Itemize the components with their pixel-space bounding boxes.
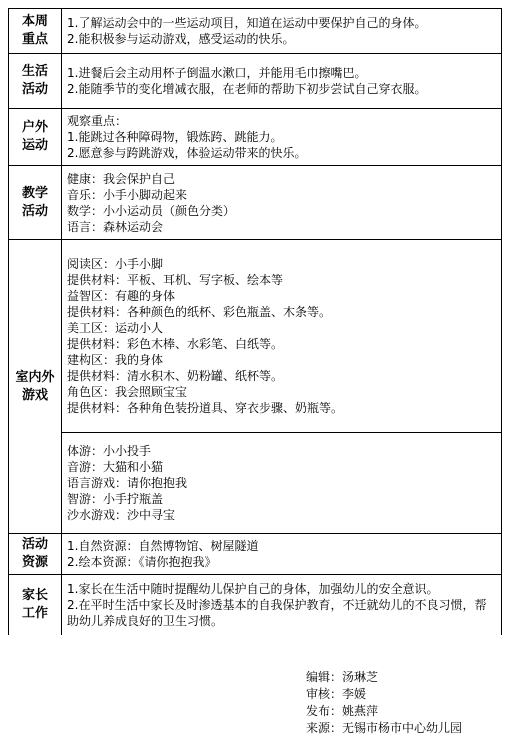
label-line: 教学 (21, 185, 48, 201)
content-line: 提供材料：彩色木棒、水彩笔、白纸等。 (67, 337, 284, 351)
row-content (62, 433, 502, 534)
content-line: 1.自然资源：自然博物馆、树屋隧道 (67, 539, 259, 553)
content-line: 提供材料：各种颜色的纸杯、彩色瓶盖、木条等。 (67, 305, 332, 319)
content-line: 建构区：我的身体 (67, 353, 164, 367)
row-content (62, 575, 502, 635)
content-line: 数学：小小运动员（颜色分类） (67, 203, 236, 218)
publisher-credit: 发布：姚燕萍 (306, 704, 379, 718)
label-line: 活动 (21, 537, 48, 552)
row-outdoor-exercise (9, 109, 502, 166)
content-line: 语言：森林运动会 (67, 219, 164, 234)
content-line: 语言游戏：请你抱抱我 (67, 476, 188, 490)
weekly-plan-table (8, 8, 502, 635)
label-line: 本周 (21, 14, 48, 29)
label-line: 工作 (21, 605, 48, 621)
content-line: 美工区：运动小人 (67, 321, 164, 335)
content-line: 1.了解运动会中的一些运动项目，知道在运动中要保护自己的身体。 (67, 16, 427, 30)
credits-block (306, 669, 462, 737)
editor-credit: 编辑：汤琳芝 (306, 670, 379, 684)
label-line: 游戏 (21, 387, 48, 403)
row-outdoor-games (9, 433, 502, 534)
label-line: 家长 (21, 587, 48, 603)
content-line: 益智区：有趣的身体 (67, 289, 176, 303)
label-line: 活动 (21, 82, 48, 97)
label-line: 户外 (21, 120, 48, 135)
content-line: 智游：小手拧瓶盖 (67, 492, 164, 506)
row-content (62, 166, 502, 240)
row-content (62, 109, 502, 166)
row-parent-work (9, 575, 502, 635)
row-activity-resources (9, 534, 502, 575)
label-line: 重点 (21, 32, 48, 47)
content-line: 1.进餐后会主动用杯子倒温水漱口，并能用毛巾擦嘴巴。 (67, 66, 367, 80)
label-line: 室内外 (15, 369, 55, 385)
row-label (9, 534, 62, 575)
row-indoor-games (9, 240, 502, 433)
label-line: 生活 (21, 64, 48, 79)
row-label (9, 575, 62, 635)
label-line: 资源 (21, 555, 48, 570)
row-label (9, 109, 62, 166)
row-weekly-focus (9, 9, 502, 54)
content-line: 音游：大猫和小猫 (67, 460, 164, 474)
row-teaching-activity (9, 166, 502, 240)
row-label (9, 9, 62, 54)
row-life-activity (9, 54, 502, 109)
content-line: 角色区：我会照顾宝宝 (67, 385, 188, 399)
row-label (9, 54, 62, 109)
content-line: 2.在平时生活中家长及时渗透基本的自我保护教育，不迁就幼儿的不良习惯，帮助幼儿养成良好的卫生习惯。 (67, 597, 487, 628)
content-line: 2.能积极参与运动游戏，感受运动的快乐。 (67, 32, 295, 46)
source-credit: 来源：无锡市杨市中心幼儿园 (306, 721, 463, 735)
row-content (62, 54, 502, 109)
content-line: 提供材料：清水积木、奶粉罐、纸杯等。 (67, 369, 284, 383)
row-label (9, 166, 62, 240)
content-line: 体游：小小投手 (67, 444, 152, 458)
row-content (62, 9, 502, 54)
content-line: 1.家长在生活中随时提醒幼儿保护自己的身体，加强幼儿的安全意识。 (67, 581, 439, 596)
row-content (62, 240, 502, 433)
content-line: 2.绘本资源：《请你抱抱我》 (67, 555, 217, 569)
content-line: 沙水游戏：沙中寻宝 (67, 508, 176, 522)
row-content (62, 534, 502, 575)
reviewer-credit: 审核：李媛 (306, 687, 367, 701)
content-line: 提供材料：平板、耳机、写字板、绘本等 (67, 273, 284, 287)
content-line: 2.能随季节的变化增减衣服，在老师的帮助下初步尝试自己穿衣服。 (67, 82, 427, 96)
content-line: 2.愿意参与跨跳游戏，体验运动带来的快乐。 (67, 146, 307, 160)
row-label (9, 240, 62, 534)
label-line: 运动 (21, 138, 48, 153)
content-line: 阅读区：小手小脚 (67, 257, 164, 271)
label-line: 活动 (21, 203, 48, 219)
content-line: 观察重点： (67, 114, 128, 128)
content-line: 提供材料：各种角色装扮道具、穿衣步骤、奶瓶等。 (67, 401, 344, 415)
content-line: 音乐：小手小脚动起来 (67, 187, 188, 202)
content-line: 1.能跳过各种障碍物，锻炼跨、跳能力。 (67, 130, 283, 144)
content-line: 健康：我会保护自己 (67, 171, 176, 186)
